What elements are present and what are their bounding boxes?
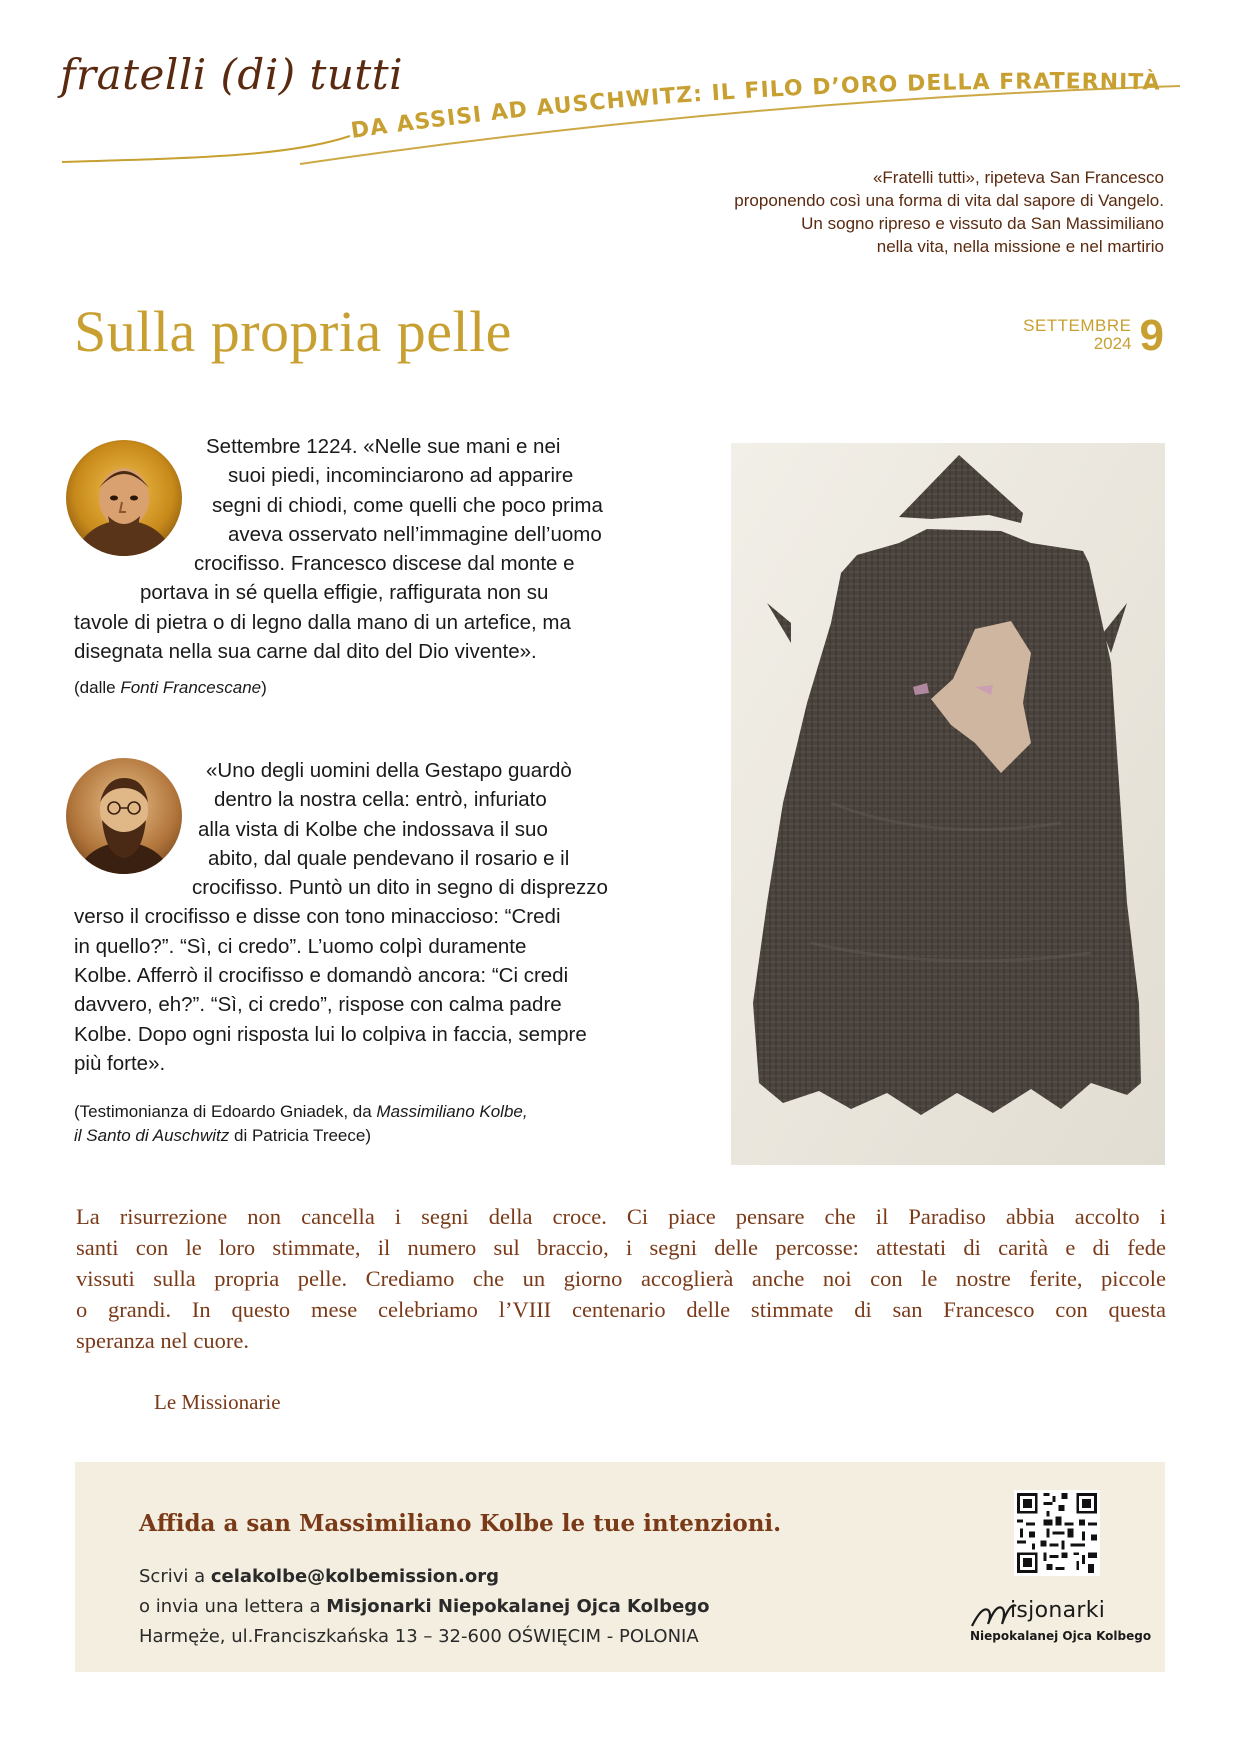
quote-line: portava in sé quella effigie, raffigurata non su	[140, 581, 549, 605]
quote-line: alla vista di Kolbe che indossava il suo	[198, 817, 548, 841]
quote-line: più forte».	[74, 1051, 166, 1075]
source-francis: (dalle Fonti Francescane)	[74, 678, 267, 697]
quote-line: disegnata nella sua carne dal dito del Dio vivente».	[74, 640, 537, 664]
org-name: Misjonarki Niepokalanej Ojca Kolbego	[326, 1596, 710, 1617]
quote-line: Kolbe. Afferrò il crocifisso e domandò ancora: “Ci credi	[74, 964, 569, 988]
date-day: 9	[1139, 311, 1164, 360]
quote-line: verso il crocifisso e disse con tono minaccioso: “Credi	[74, 905, 561, 929]
quote-line: abito, dal quale pendevano il rosario e il	[208, 846, 570, 870]
footer-email-line: Scrivi a celakolbe@kolbemission.org	[139, 1566, 499, 1587]
quote-line: aveva osservato nell’immagine dell’uomo	[228, 522, 602, 546]
reflection-line: speranza nel cuore.	[76, 1328, 250, 1353]
relic-habit-photo-icon	[731, 443, 1165, 1165]
qr-code-icon[interactable]	[1014, 1490, 1100, 1576]
email-link[interactable]: celakolbe@kolbemission.org	[210, 1566, 499, 1587]
footer-address: Harmęże, ul.Franciszkańska 13 – 32-600 OŚWIĘCIM - POLONIA	[139, 1626, 699, 1647]
misjonarki-logo-icon	[966, 1594, 1152, 1650]
quote-line: davvero, eh?”. “Sì, ci credo”, rispose con calma padre	[74, 993, 562, 1017]
reflection-line: o grandi. In questo mese celebriamo l’VIII centenario delle stimmate di san Francesco con questa	[76, 1297, 1166, 1322]
quote-line: suoi piedi, incominciarono ad apparire	[228, 464, 574, 488]
date-year: 2024	[1093, 334, 1132, 353]
quote-line: Settembre 1224. «Nelle sue mani e nei	[206, 435, 561, 458]
intro-line: nella vita, nella missione e nel martirio	[876, 237, 1164, 256]
logo-subtitle: Niepokalanej Ojca Kolbego	[970, 1629, 1152, 1643]
source-title: Fonti Francescane	[120, 678, 262, 697]
intro-line: proponendo così una forma di vita dal sapore di Vangelo.	[734, 191, 1164, 210]
quote-line: Kolbe. Dopo ogni risposta lui lo colpiva in faccia, sempre	[74, 1022, 587, 1046]
header-gold-curve	[0, 40, 1240, 180]
reflection-line: vissuti sulla propria pelle. Crediamo che un giorno accoglierà anche noi con le nostre ferite, piccole	[76, 1266, 1166, 1291]
intro-line: «Fratelli tutti», ripeteva San Francesco	[872, 168, 1164, 187]
series-title: fratelli (di) tutti	[60, 50, 404, 99]
quote-line: dentro la nostra cella: entrò, infuriato	[214, 788, 547, 812]
footer-letter-line: o invia una lettera a Misjonarki Niepokalanej Ojca Kolbego	[139, 1596, 710, 1617]
quote-kolbe	[74, 756, 714, 1078]
source-kolbe: (Testimonianza di Edoardo Gniadek, da Massimiliano Kolbe, il Santo di Auschwitz di Patricia Treece)	[74, 1102, 528, 1145]
quote-line: crocifisso. Francesco discese dal monte e	[194, 552, 575, 576]
source-title: il Santo di Auschwitz	[74, 1126, 230, 1145]
quote-line: tavole di pietra o di legno dalla mano di un artefice, ma	[74, 610, 571, 634]
quote-francis	[74, 432, 694, 666]
source-title: Massimiliano Kolbe,	[376, 1102, 528, 1121]
reflection-line: santi con le loro stimmate, il numero sul braccio, i segni delle percosse: attestati di carità e di fede	[76, 1235, 1166, 1260]
quote-line: segni di chiodi, come quelli che poco prima	[212, 493, 603, 517]
quote-line: «Uno degli uomini della Gestapo guardò	[206, 759, 572, 782]
series-subtitle: DA ASSISI AD AUSCHWITZ: IL FILO D’ORO DELLA FRATERNITÀ	[349, 69, 1161, 144]
date-block	[1023, 311, 1164, 360]
quote-line: in quello?”. “Sì, ci credo”. L’uomo colpì duramente	[74, 934, 527, 958]
intro-text	[564, 166, 1164, 258]
footer-headline: Affida a san Massimiliano Kolbe le tue intenzioni.	[139, 1510, 782, 1537]
signature: Le Missionarie	[154, 1390, 281, 1414]
intro-line: Un sogno ripreso e vissuto da San Massimiliano	[801, 214, 1164, 233]
date-month: SETTEMBRE	[1023, 316, 1132, 335]
page-title: Sulla propria pelle	[74, 299, 512, 364]
reflection-paragraph	[76, 1201, 1166, 1356]
quote-line: crocifisso. Puntò un dito in segno di disprezzo	[192, 876, 608, 900]
logo-word: isjonarki	[1010, 1598, 1106, 1623]
reflection-line: La risurrezione non cancella i segni della croce. Ci piace pensare che il Paradiso abbia accolto i	[76, 1204, 1166, 1229]
